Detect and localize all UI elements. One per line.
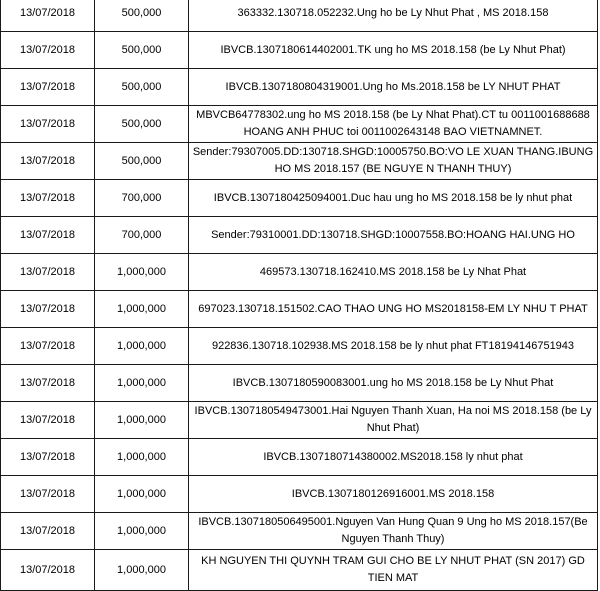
date-cell: 13/07/2018 [1,69,95,106]
table-row [1,291,598,328]
date-cell: 13/07/2018 [1,217,95,254]
description-cell: Sender:79307005.DD:130718.SHGD:10005750.BO:VO LE XUAN THANG.IBUNG HO MS 2018.157 (BE NGUYE N THANH THUY) [189,143,598,180]
table-row [1,106,598,143]
date-cell: 13/07/2018 [1,106,95,143]
date-cell: 13/07/2018 [1,291,95,328]
amount-cell: 500,000 [95,0,189,32]
amount-cell: 1,000,000 [95,402,189,439]
amount-cell: 1,000,000 [95,513,189,550]
table-row [1,365,598,402]
description-cell: IBVCB.1307180126916001.MS 2018.158 [189,476,598,513]
date-cell: 13/07/2018 [1,513,95,550]
amount-cell: 500,000 [95,32,189,69]
amount-cell: 700,000 [95,217,189,254]
date-cell: 13/07/2018 [1,32,95,69]
description-cell: IBVCB.1307180614402001.TK ung ho MS 2018.158 (be Ly Nhut Phat) [189,32,598,69]
amount-cell: 1,000,000 [95,439,189,476]
amount-cell: 700,000 [95,180,189,217]
description-cell: 469573.130718.162410.MS 2018.158 be Ly Nhat Phat [189,254,598,291]
donation-table-body [1,0,598,591]
table-row [1,32,598,69]
description-cell: IBVCB.1307180425094001.Duc hau ung ho MS 2018.158 be ly nhut phat [189,180,598,217]
table-row [1,402,598,439]
description-cell: IBVCB.1307180506495001.Nguyen Van Hung Quan 9 Ung ho MS 2018.157(Be Nguyen Thanh Thuy) [189,513,598,550]
amount-cell: 1,000,000 [95,550,189,591]
table-row [1,69,598,106]
date-cell: 13/07/2018 [1,0,95,32]
table-row [1,328,598,365]
description-cell: IBVCB.1307180549473001.Hai Nguyen Thanh Xuan, Ha noi MS 2018.158 (be Ly Nhut Phat) [189,402,598,439]
table-row [1,0,598,32]
date-cell: 13/07/2018 [1,143,95,180]
date-cell: 13/07/2018 [1,180,95,217]
table-row [1,180,598,217]
table-row [1,143,598,180]
amount-cell: 500,000 [95,143,189,180]
date-cell: 13/07/2018 [1,328,95,365]
amount-cell: 500,000 [95,69,189,106]
description-cell: 922836.130718.102938.MS 2018.158 be ly nhut phat FT18194146751943 [189,328,598,365]
date-cell: 13/07/2018 [1,476,95,513]
date-cell: 13/07/2018 [1,402,95,439]
amount-cell: 1,000,000 [95,254,189,291]
amount-cell: 1,000,000 [95,291,189,328]
date-cell: 13/07/2018 [1,365,95,402]
description-cell: IBVCB.1307180804319001.Ung ho Ms.2018.158 be LY NHUT PHAT [189,69,598,106]
description-cell: 363332.130718.052232.Ung ho be Ly Nhut Phat , MS 2018.158 [189,0,598,32]
amount-cell: 1,000,000 [95,365,189,402]
description-cell: IBVCB.1307180590083001.ung ho MS 2018.158 be Ly Nhut Phat [189,365,598,402]
table-row [1,439,598,476]
amount-cell: 500,000 [95,106,189,143]
table-row [1,476,598,513]
date-cell: 13/07/2018 [1,550,95,591]
date-cell: 13/07/2018 [1,254,95,291]
description-cell: 697023.130718.151502.CAO THAO UNG HO MS2018158-EM LY NHU T PHAT [189,291,598,328]
description-cell: IBVCB.1307180714380002.MS2018.158 ly nhut phat [189,439,598,476]
description-cell: Sender:79310001.DD:130718.SHGD:10007558.BO:HOANG HAI.UNG HO [189,217,598,254]
description-cell: KH NGUYEN THI QUYNH TRAM GUI CHO BE LY NHUT PHAT (SN 2017) GD TIEN MAT [189,550,598,591]
amount-cell: 1,000,000 [95,476,189,513]
table-row [1,550,598,591]
table-row [1,217,598,254]
table-row [1,254,598,291]
date-cell: 13/07/2018 [1,439,95,476]
amount-cell: 1,000,000 [95,328,189,365]
table-row [1,513,598,550]
description-cell: MBVCB64778302.ung ho MS 2018.158 (be Ly Nhat Phat).CT tu 0011001688688 HOANG ANH PHUC toi 0011002643148 BAO VIETNAMNET. [189,106,598,143]
